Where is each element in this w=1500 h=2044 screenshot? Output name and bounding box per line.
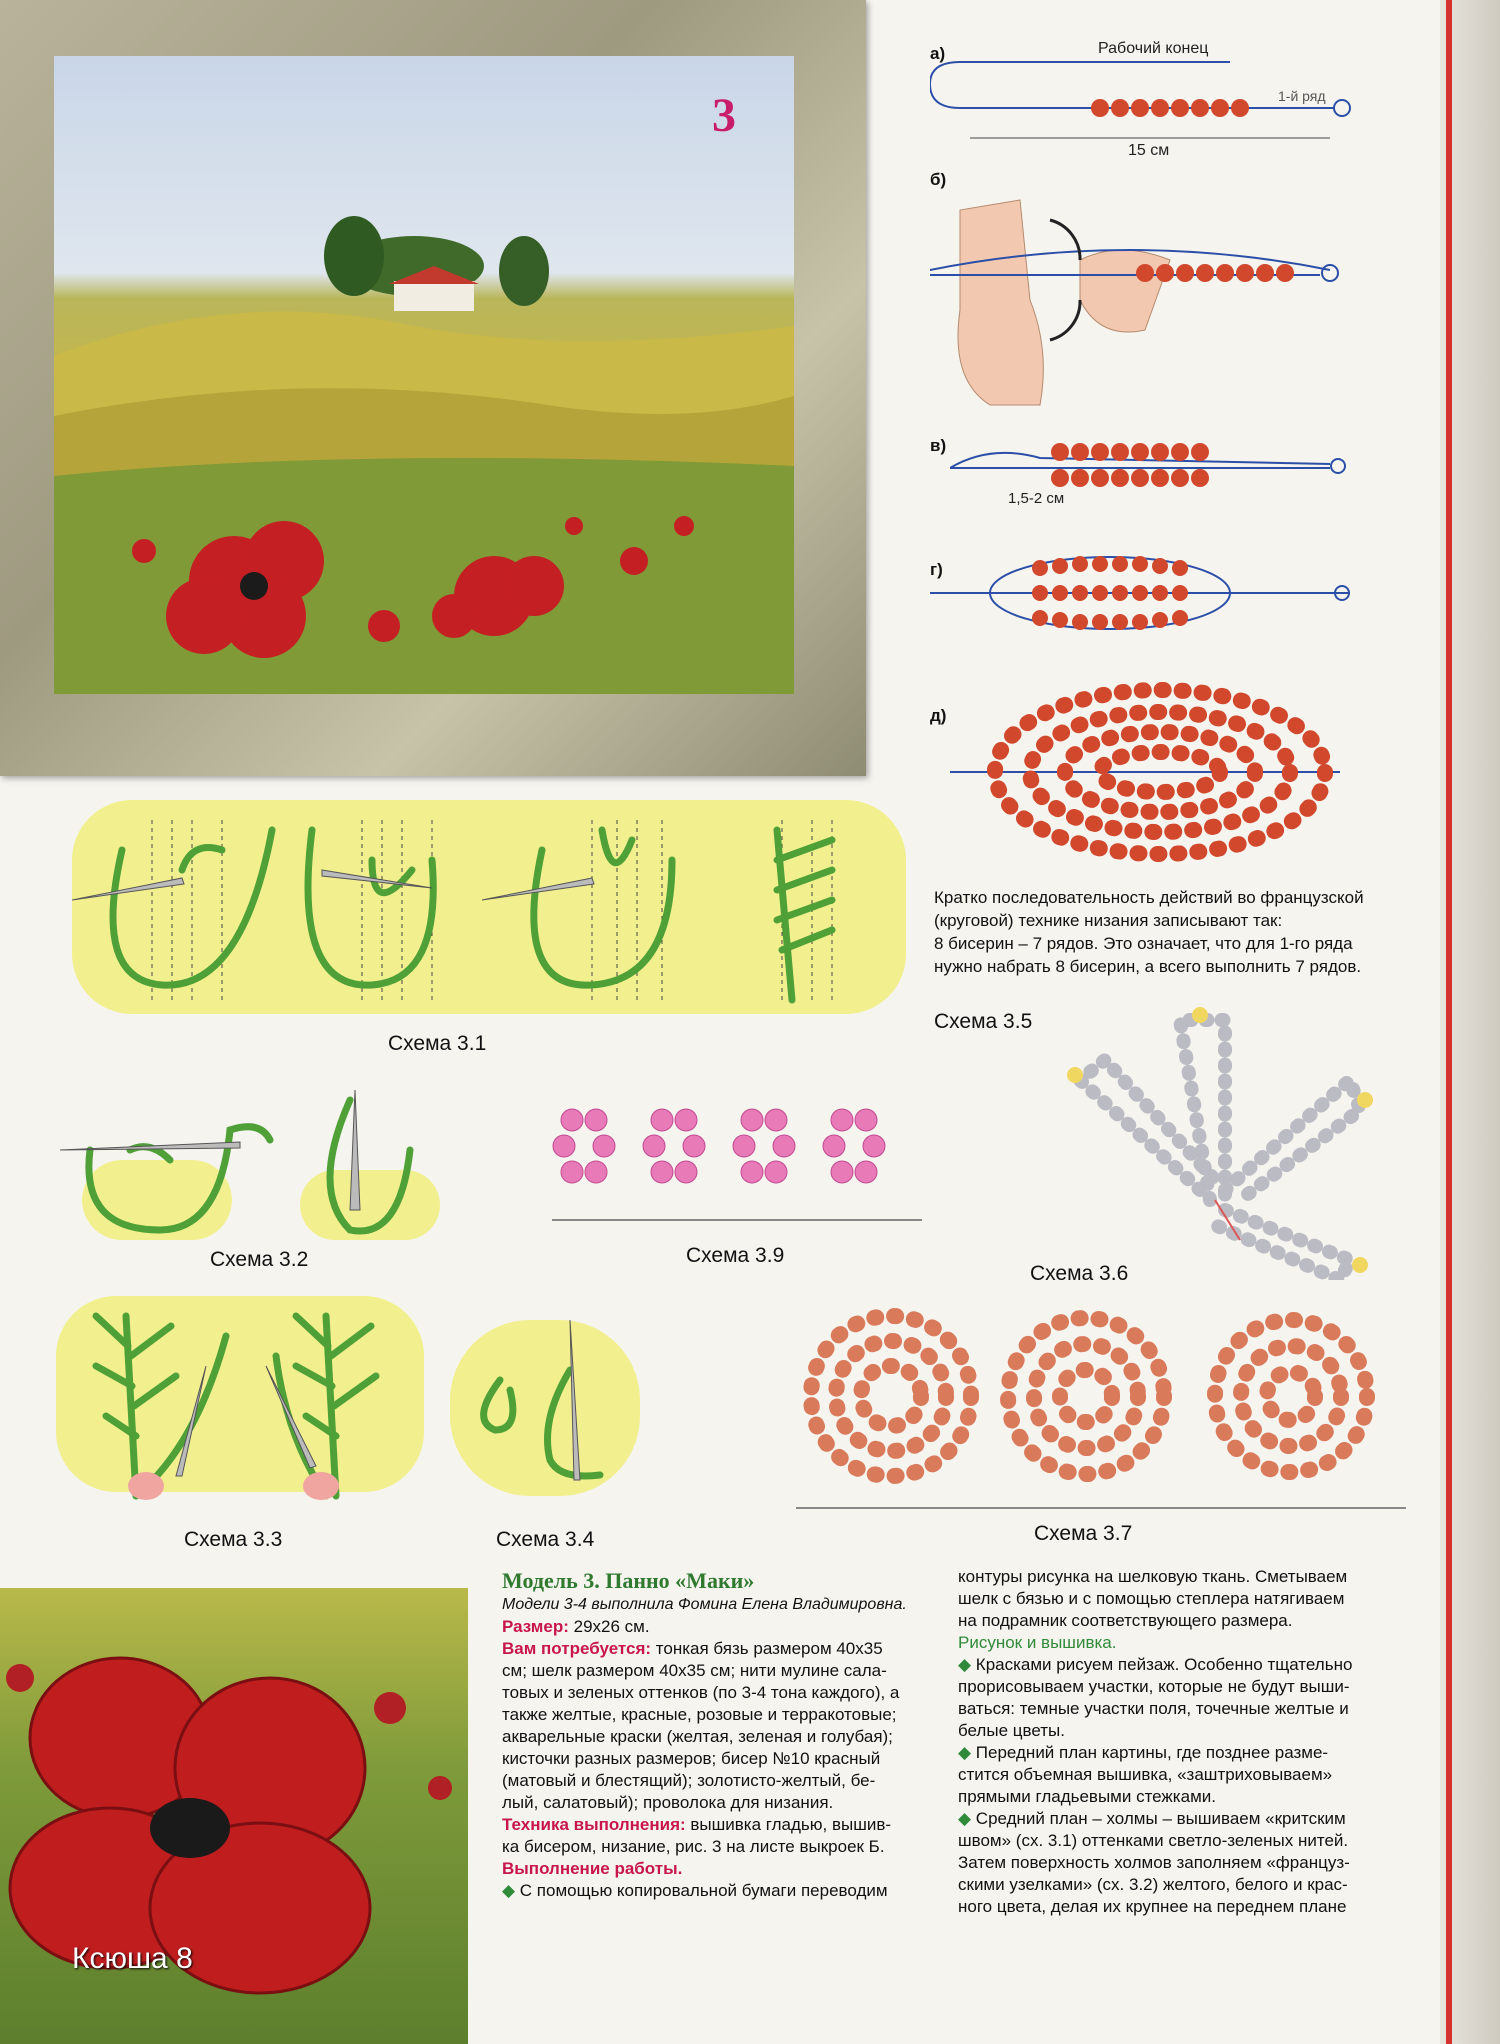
scheme-3-7-caption: Схема 3.7 xyxy=(1034,1522,1133,1545)
size-label: Размер: xyxy=(502,1617,569,1636)
work-first-line xyxy=(502,1880,932,1902)
length-1.5-2cm-label: 1,5-2 см xyxy=(1008,490,1065,507)
technique-note-line: (круговой) технике низания записывают так: xyxy=(934,911,1283,930)
scheme-3-1-caption: Схема 3.1 xyxy=(388,1032,487,1055)
col2-line: контуры рисунка на шелковую ткань. Сметываем xyxy=(958,1567,1348,1586)
materials-line: также желтые, красные, розовые и терракотовые; xyxy=(502,1705,897,1724)
scheme-3-2-drawing xyxy=(50,1070,450,1240)
painting-illustration xyxy=(54,56,794,694)
diagram-a-wire xyxy=(930,56,1360,146)
scheme-3-4-caption: Схема 3.4 xyxy=(496,1528,595,1551)
scheme-3-4-drawing xyxy=(450,1300,650,1520)
article-author: Модели 3-4 выполнила Фомина Елена Владимировна. xyxy=(502,1596,907,1613)
materials-line: тонкая бязь размером 40х35 xyxy=(651,1639,883,1658)
technique-block xyxy=(502,1814,932,1858)
size-line xyxy=(502,1616,932,1638)
technique-line: ка бисером, низание, рис. 3 на листе выкроек Б. xyxy=(502,1837,885,1856)
col2-line: ного цвета, делая их крупнее на переднем плане xyxy=(958,1897,1347,1916)
scheme-3-3-drawing xyxy=(56,1296,426,1516)
diagram-a-label: а) xyxy=(930,44,946,63)
diagram-d-label: д) xyxy=(930,706,947,725)
scheme-3-9-drawing xyxy=(552,1100,922,1230)
technique-note-line: 8 бисерин – 7 рядов. Это означает, что для 1-го ряда xyxy=(934,934,1353,953)
diagram-d-beads xyxy=(950,672,1350,872)
scheme-3-5-caption: Схема 3.5 xyxy=(934,1010,1033,1033)
scheme-3-6-caption: Схема 3.6 xyxy=(1030,1262,1129,1285)
poppy-field-painting xyxy=(54,56,794,694)
col2-bullet-2 xyxy=(958,1742,1388,1808)
page-number-badge: 3 xyxy=(712,89,736,142)
scheme-3-7-drawing xyxy=(796,1296,1416,1516)
col2-line: прорисовываем участки, которые не будут выши- xyxy=(958,1677,1350,1696)
scheme-3-3-caption: Схема 3.3 xyxy=(184,1528,283,1551)
poppy-closeup-photo xyxy=(0,1588,468,2044)
materials-line: (матовый и блестящий); золотисто-желтый, бе- xyxy=(502,1771,876,1790)
materials-line: кисточки разных размеров; бисер №10 красный xyxy=(502,1749,881,1768)
binding-red-line xyxy=(1446,0,1452,2044)
col2-line: на подрамник соответствующего размера. xyxy=(958,1611,1293,1630)
length-15cm-label: 15 см xyxy=(1128,142,1170,159)
diagram-b-label: б) xyxy=(930,170,947,189)
diagram-g-label: г) xyxy=(930,560,943,579)
materials-line: товых и зеленых оттенков (по 3-4 тона каждого), а xyxy=(502,1683,900,1702)
col2-line: скими узелками» (сх. 3.2) желтого, белого и крас- xyxy=(958,1875,1348,1894)
materials-block xyxy=(502,1638,932,1814)
materials-line: лый, салатовый); проволока для низания. xyxy=(502,1793,834,1812)
col2-line: белые цветы. xyxy=(958,1721,1065,1740)
magazine-footer: Ксюша 8 xyxy=(72,1942,193,1975)
materials-line: акварельные краски (желтая, зеленая и голубая); xyxy=(502,1727,893,1746)
technique-line: вышивка гладью, вышив- xyxy=(685,1815,892,1834)
scheme-3-1-drawing xyxy=(72,800,906,1014)
article-column-2 xyxy=(958,1566,1388,1918)
materials-label: Вам потребуется: xyxy=(502,1639,652,1658)
article-column-1 xyxy=(502,1568,932,1902)
drawing-heading: Рисунок и вышивка. xyxy=(958,1633,1117,1652)
bullet-icon: ◆ xyxy=(958,1809,976,1828)
work-first-text: С помощью копировальной бумаги переводим xyxy=(519,1881,888,1900)
poppy-closeup-illustration xyxy=(0,1588,468,2044)
col2-line: шелк с бязью и с помощью степлера натягиваем xyxy=(958,1589,1345,1608)
diagram-b-hands xyxy=(930,180,1360,410)
materials-line: см; шелк размером 40х35 см; нити мулине сала- xyxy=(502,1661,887,1680)
col2-line: Затем поверхность холмов заполняем «француз- xyxy=(958,1853,1350,1872)
scheme-3-9-caption: Схема 3.9 xyxy=(686,1244,785,1267)
bullet-icon: ◆ xyxy=(502,1881,520,1900)
col2-bullet-3 xyxy=(958,1808,1388,1918)
col2-intro xyxy=(958,1566,1388,1632)
bullet-icon: ◆ xyxy=(958,1743,976,1762)
size-value: 29х26 см. xyxy=(568,1617,650,1636)
article-title: Модель 3. Панно «Маки» xyxy=(502,1568,755,1593)
technique-note-line: нужно набрать 8 бисерин, а всего выполнить 7 рядов. xyxy=(934,957,1362,976)
diagram-v-label: в) xyxy=(930,436,947,455)
diagram-g-beads xyxy=(930,548,1360,638)
col2-bullet-1 xyxy=(958,1654,1388,1742)
col2-line: Красками рисуем пейзаж. Особенно тщательно xyxy=(975,1655,1353,1674)
col2-line: Передний план картины, где позднее разме- xyxy=(975,1743,1329,1762)
technique-note-line: Кратко последовательность действий во французской xyxy=(934,888,1364,907)
col2-line: ваться: темные участки поля, точечные желтые и xyxy=(958,1699,1349,1718)
first-row-label: 1-й ряд xyxy=(1278,88,1326,104)
bullet-icon: ◆ xyxy=(958,1655,976,1674)
col2-line: стится объемная вышивка, «заштриховываем» xyxy=(958,1765,1333,1784)
technique-label: Техника выполнения: xyxy=(502,1815,686,1834)
working-end-label: Рабочий конец xyxy=(1098,40,1209,57)
technique-note xyxy=(934,886,1414,978)
col2-line: Средний план – холмы – вышиваем «критским xyxy=(975,1809,1346,1828)
work-heading: Выполнение работы. xyxy=(502,1859,683,1878)
scheme-3-6-drawing xyxy=(1050,1000,1390,1280)
scheme-3-2-caption: Схема 3.2 xyxy=(210,1248,309,1271)
col2-line: прямыми гладьевыми стежками. xyxy=(958,1787,1216,1806)
diagram-v-beads xyxy=(950,430,1360,500)
col2-line: швом» (сх. 3.1) оттенками светло-зеленых нитей. xyxy=(958,1831,1349,1850)
